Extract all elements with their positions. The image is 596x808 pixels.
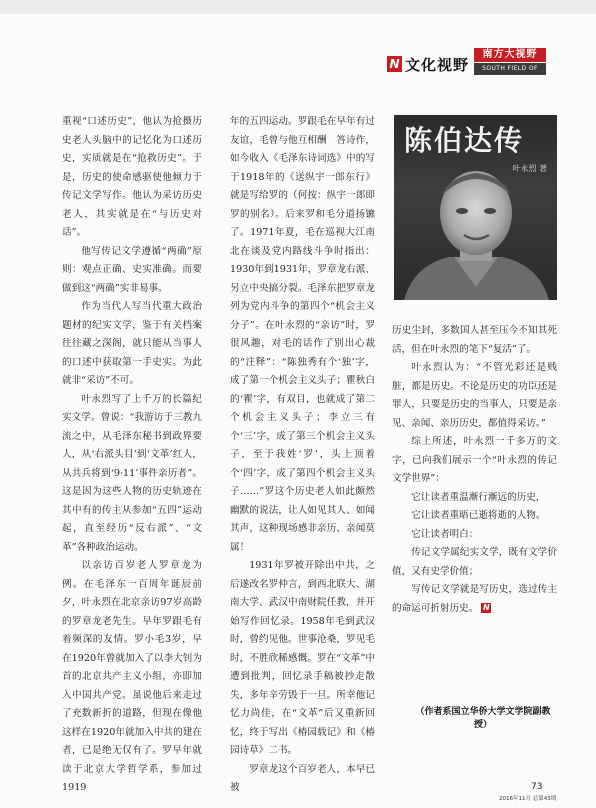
paragraph: 叶永烈认为：“不管光彩还是贱脏，都是历史。不论是历史的功臣还是罪人，只要是历史的当事人，只要是亲见、亲闻、亲历历史，都值得采访。”: [392, 362, 557, 429]
paragraph: 重视“口述历史”，他认为抢摄历史老人头脑中的记忆化为口述历史，实质就是在“抢救历史”。于是，历史的使命感驱使他倾力于传记文学写作。他认为采访历史老人，其实就是在“与历史对话”。: [62, 116, 202, 238]
top-bar: [0, 0, 596, 14]
article-column-2: [230, 113, 375, 798]
column-badge-english: SOUTH FIELD OF VISION: [474, 63, 546, 75]
paragraph: 他写传记文学遵循“两确”原则：观点正确、史实准确。而要做到这“两确”实非易事。: [62, 245, 202, 294]
article-column-1: [62, 113, 202, 798]
portrait-photo: [394, 115, 557, 300]
paragraph: 历史尘封，多数国人甚至压今不知其死活，但在叶永烈的笔下“复活”了。: [392, 325, 557, 355]
article-column-3: [392, 322, 557, 618]
issue-line: 2016年11月 总第43期: [499, 796, 557, 802]
paragraph: 它让读者明白：: [411, 528, 479, 540]
section-header: [387, 48, 559, 84]
brand-logo-icon: N: [387, 56, 402, 72]
paragraph: 传记文学属纪实文学，既有文学价值，又有史学价值；: [392, 547, 557, 577]
book-cover-image: [394, 115, 557, 300]
paragraph: 叶永烈写了上千万的长篇纪实文学。曾说：“我游访于三教九流之中，从毛泽东秘书到政界要人，从‘右派头目’到‘文革’红人，从共兵将到‘9·11’事件亲历者”。这是因为这些人物的历史轨迹在其中有的传主从参加“五四”运动起，直至经历“反右派”、“文革”各种政治运动。: [62, 393, 202, 553]
paragraph: 以亲访百岁老人罗章龙为例。在毛泽东一百周年诞辰前夕，叶永烈在北京亲访97岁高龄的罗章龙老先生。早年罗跟毛有着频深的友情。罗小毛3岁，早在1920年曾就加入了以李大钊为首的北京共产主义小组，亦即加入中国共产党。虽说他后来走过了充数新折的道路，但现在像他这样在1920年就加入中共的建在者，已是绝无仅有了。罗早年就读于北京大学哲学系，参加过1919: [62, 560, 202, 793]
book-cover-author: 叶永烈 著: [512, 164, 547, 173]
paragraph: 年的五四运动。罗跟毛在早年有过友谊，毛曾与他互相酬 答诗作，如今收入《毛泽东诗词选》中的写于1918年的《送纵宇一郎东行》就是写给罗的（何按：纵宇一郎即罗的别名）。后来罗和毛分道扬镳了。1971年夏，毛在巡视大江南北在谈及党内路线斗争时指出：1930年到1931年，罗章龙右派、另立中央搞分裂。毛泽东把罗章龙列为党内斗争的第四个“机会主义分子”。在叶永烈的“亲访”时，罗很风趣，对毛的话作了别出心裁的“注释”：“陈独秀有个‘独’字，成了第一个机会主义头子；瞿秋白的‘瞿’字，有双目，也就成了第二个机会主义头子；李立三有个‘三’字，成了第三个机会主义头子，至于我姓‘罗’，头上顶着个‘四’字，成了第四个机会主义头子……”罗这个历史老人如此颇然幽默的说法，让人如见其人、如闻其声，这种现场感非亲历、亲闻莫属！: [230, 116, 375, 553]
section-title: 文化视野: [405, 56, 470, 74]
paragraph: 作为当代人写当代重大政治题材的纪实文学，鉴于有关档案往往藏之深阁，就只能从当事人的口述中获取第一手史实。为此就非“采访”不可。: [62, 301, 202, 386]
end-mark-icon: N: [483, 603, 490, 612]
column-badge: 南方大视野: [474, 48, 546, 62]
paragraph: 1931年罗被开除出中共，之后遂改名罗仲言，到西北联大、湖南大学、武汉中南财院任教，并开始写作回忆录。1958年毛到武汉时，曾约见他。世事沧桑，罗见毛时，不胜欣稀感慨。罗在“文革”中遭到批判，回忆录手稿被抄走散失，多年辛劳毁于一旦。所幸他记忆力尚佳，在“文革”后又重新回忆，终于写出《椿园载记》和《椿园诗草》二书。: [230, 560, 375, 756]
paragraph: 它让读者重温漸行漸远的历史，: [411, 491, 546, 503]
author-note: （作者系国立华侨大学文学院副教授）: [415, 707, 551, 730]
book-cover-title: 陈伯达传: [404, 124, 525, 157]
page-number: 73: [531, 782, 543, 792]
paragraph: [392, 581, 557, 618]
paragraph: 综上所述，叶永烈一千多万的文字，已向我们展示一个“叶永烈的传记文学世界”：: [392, 436, 557, 484]
paragraph: 它让读者重晤已逝将逝的人物。: [411, 510, 546, 521]
paragraph: 罗章龙这个百岁老人，本早已被: [230, 763, 375, 793]
paragraph-text: 写传记文学就是写历史，选过传主的命运可折射历史。: [392, 584, 557, 614]
